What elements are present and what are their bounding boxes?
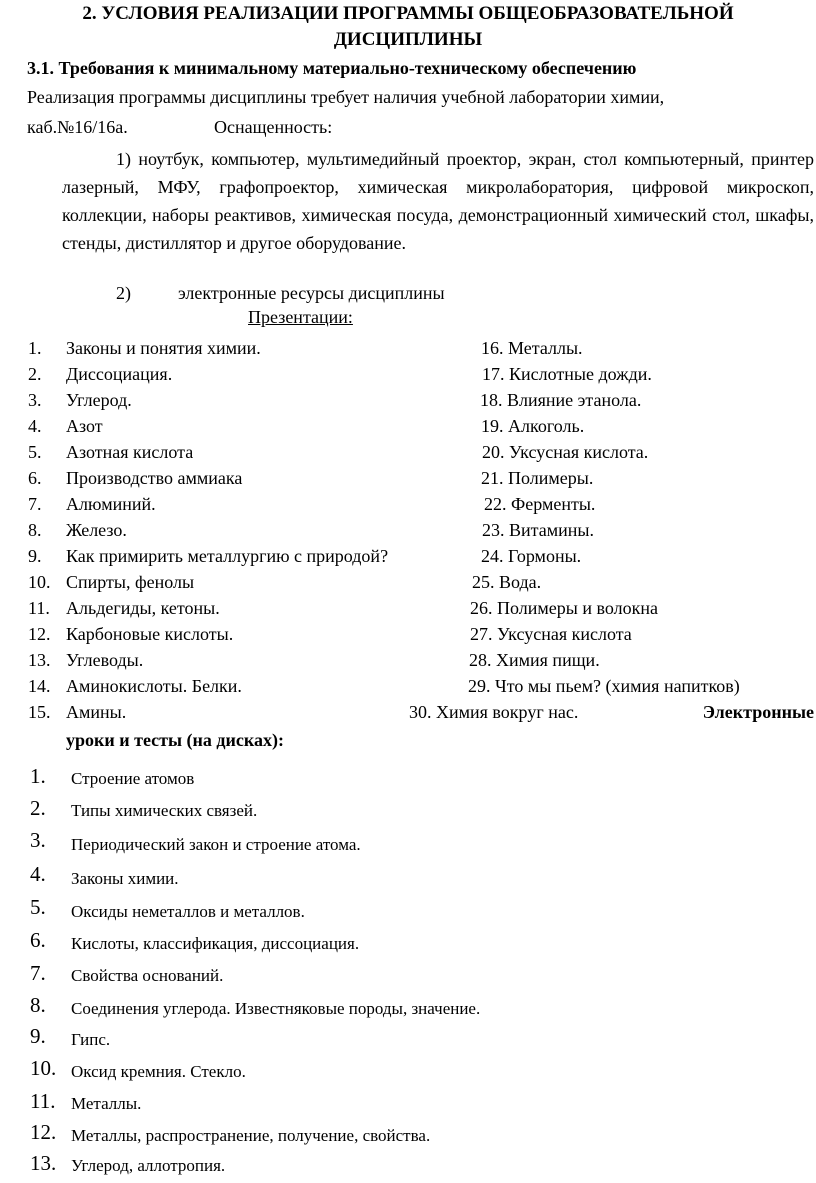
presentation-item: Железо.	[66, 520, 127, 540]
presentation-number: 6.	[28, 468, 42, 488]
subsection-title: 3.1. Требования к минимальному материально-техническому обеспечению	[27, 58, 637, 78]
intro-line-2-equipment: Оснащенность:	[214, 117, 333, 137]
presentation-number: 10.	[28, 572, 51, 592]
presentation-number: 1.	[28, 338, 42, 358]
lesson-number: 4.	[30, 862, 46, 886]
presentation-item: Углерод.	[66, 390, 132, 410]
presentations-title: Презентации:	[248, 307, 353, 327]
presentation-item: 24. Гормоны.	[481, 546, 582, 566]
item-2-text: электронные ресурсы дисциплины	[178, 283, 445, 303]
presentation-item: Диссоциация.	[66, 364, 173, 384]
equipment-item-1: 1) ноутбук, компьютер, мультимедийный проектор, экран, стол компьютерный, принтер лазерный, МФУ, графопроектор, химическая микролаборатория, цифровой микроскоп, коллекции, наборы реактивов, химическая посуда, демонстрационный химический стол, шкафы, стенды, дистиллятор и другое оборудование.	[62, 149, 814, 253]
presentation-number: 12.	[28, 624, 51, 644]
presentation-item: 29. Что мы пьем? (химия напитков)	[468, 676, 740, 696]
presentation-item: Алюминий.	[66, 494, 156, 514]
lesson-item: Периодический закон и строение атома.	[71, 835, 361, 854]
presentation-item: 22. Ферменты.	[484, 494, 596, 514]
lesson-number: 7.	[30, 961, 46, 985]
presentation-number: 2.	[28, 364, 42, 384]
presentation-item: 21. Полимеры.	[481, 468, 594, 488]
lesson-number: 2.	[30, 796, 46, 820]
presentation-item: Альдегиды, кетоны.	[66, 598, 220, 618]
presentation-item: Законы и понятия химии.	[66, 338, 261, 358]
lesson-item: Законы химии.	[71, 869, 179, 888]
presentation-item: Как примирить металлургию с природой?	[66, 546, 389, 566]
lesson-number: 11.	[30, 1089, 56, 1113]
lesson-number: 8.	[30, 993, 46, 1017]
lesson-item: Свойства оснований.	[71, 966, 224, 985]
presentation-item: Аминокислоты. Белки.	[66, 676, 242, 696]
section-title-line2: ДИСЦИПЛИНЫ	[333, 29, 483, 50]
presentation-item: 26. Полимеры и волокна	[470, 598, 658, 618]
presentation-number: 9.	[28, 546, 42, 566]
presentation-item: Производство аммиака	[66, 468, 243, 488]
presentation-item: 28. Химия пищи.	[469, 650, 600, 670]
presentation-item: 25. Вода.	[472, 572, 542, 592]
lesson-number: 5.	[30, 895, 46, 919]
lesson-item: Оксид кремния. Стекло.	[71, 1062, 246, 1081]
lesson-number: 3.	[30, 828, 46, 852]
presentation-item: 19. Алкоголь.	[481, 416, 585, 436]
intro-line-1: Реализация программы дисциплины требует наличия учебной лаборатории химии,	[27, 87, 665, 107]
electronic-lessons-label-part2: уроки и тесты (на дисках):	[66, 730, 284, 750]
presentation-number: 5.	[28, 442, 42, 462]
presentation-item: Спирты, фенолы	[66, 572, 195, 592]
lesson-item: Соединения углерода. Известняковые породы, значение.	[71, 999, 481, 1018]
presentation-number: 7.	[28, 494, 42, 514]
lesson-item: Строение атомов	[71, 769, 195, 788]
item-2-number: 2)	[116, 283, 131, 303]
presentation-item: 20. Уксусная кислота.	[482, 442, 649, 462]
presentation-item: Азотная кислота	[66, 442, 194, 462]
lesson-number: 9.	[30, 1024, 46, 1048]
presentation-item: 23. Витамины.	[482, 520, 594, 540]
presentation-number: 11.	[28, 598, 50, 618]
electronic-lessons-label-part1: Электронные	[702, 702, 814, 722]
lesson-number: 1.	[30, 764, 46, 788]
presentation-number: 3.	[28, 390, 42, 410]
presentation-item: 27. Уксусная кислота	[470, 624, 632, 644]
presentation-number: 13.	[28, 650, 51, 670]
lesson-item: Кислоты, классификация, диссоциация.	[71, 934, 360, 953]
lesson-number: 12.	[30, 1120, 57, 1144]
presentation-number: 8.	[28, 520, 42, 540]
presentation-number: 14.	[28, 676, 51, 696]
presentation-item: 17. Кислотные дожди.	[482, 364, 652, 384]
lesson-number: 10.	[30, 1056, 57, 1080]
lesson-item: Типы химических связей.	[71, 801, 258, 820]
presentation-item: Карбоновые кислоты.	[66, 624, 234, 644]
presentation-item: 16. Металлы.	[481, 338, 583, 358]
lesson-item: Оксиды неметаллов и металлов.	[71, 902, 305, 921]
presentation-item: 18. Влияние этанола.	[480, 390, 642, 410]
section-title-line1: 2. УСЛОВИЯ РЕАЛИЗАЦИИ ПРОГРАММЫ ОБЩЕОБРАЗОВАТЕЛЬНОЙ	[82, 3, 734, 24]
presentation-item: Азот	[66, 416, 103, 436]
presentation-item: 30. Химия вокруг нас.	[409, 702, 579, 722]
lesson-item: Гипс.	[71, 1030, 111, 1049]
lesson-item: Металлы.	[71, 1094, 142, 1113]
lesson-number: 13.	[30, 1151, 57, 1175]
presentation-item: Амины.	[66, 702, 127, 722]
lesson-item: Металлы, распространение, получение, свойства.	[71, 1126, 431, 1145]
presentation-number: 15.	[28, 702, 51, 722]
presentation-item: Углеводы.	[66, 650, 144, 670]
lesson-number: 6.	[30, 928, 46, 952]
lesson-item: Углерод, аллотропия.	[71, 1156, 226, 1175]
intro-line-2-room: каб.№16/16а.	[27, 117, 128, 137]
presentation-number: 4.	[28, 416, 42, 436]
